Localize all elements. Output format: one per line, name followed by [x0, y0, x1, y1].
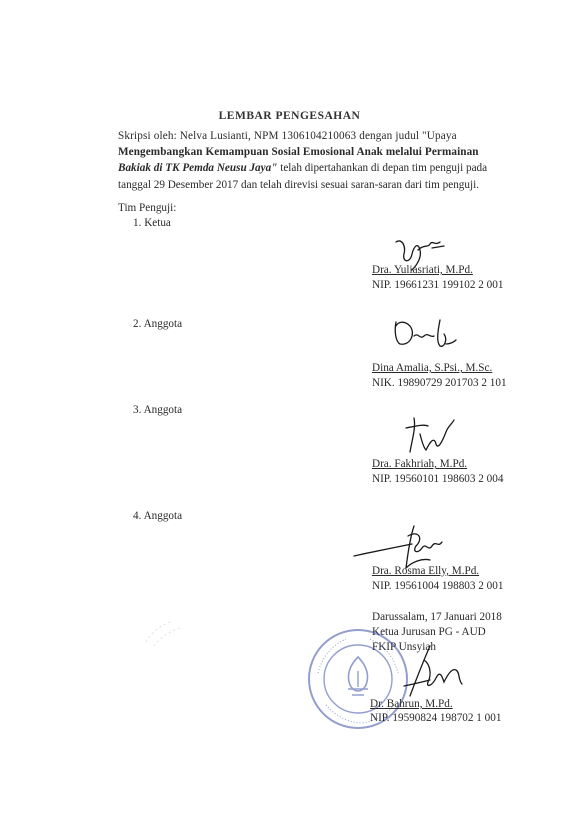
intro-line-3-rest: telah dipertahankan di depan tim penguji pada — [277, 162, 488, 175]
member-3-role: 3. Anggota — [133, 404, 183, 416]
member-2-role: 2. Anggota — [133, 318, 183, 330]
signature-dean — [400, 640, 470, 700]
signature-member-3 — [402, 414, 462, 456]
committee-label: Tim Penguji: — [118, 202, 177, 214]
member-3-name: Dra. Fakhriah, M.Pd. — [372, 458, 468, 470]
member-1-nip: NIP. 19661231 199102 2 001 — [372, 279, 504, 291]
intro-line-1: Skripsi oleh: Nelva Lusianti, NPM 1306104210063 dengan judul "Upaya — [118, 130, 457, 142]
member-4-name: Dra. Rosma Elly, M.Pd. — [372, 565, 480, 577]
place-date: Darussalam, 17 Januari 2018 — [372, 611, 502, 623]
member-2-nip: NIK. 19890729 201703 2 101 — [372, 377, 507, 389]
faint-mark — [140, 612, 190, 652]
intro-line-4: tanggal 29 Desember 2017 dan telah direvisi sesuai saran-saran dari tim penguji. — [118, 178, 479, 191]
member-3-nip: NIP. 19560101 198603 2 004 — [372, 473, 504, 485]
intro-paragraph — [118, 128, 533, 193]
intro-line-2 — [118, 144, 533, 160]
dean-position: Ketua Jurusan PG - AUD — [372, 626, 486, 638]
member-4-nip: NIP. 19561004 198803 2 001 — [372, 580, 504, 592]
member-1-role: 1. Ketua — [133, 217, 171, 229]
dean-nip: NIP. 19590824 198702 1 001 — [370, 712, 502, 724]
page-title: LEMBAR PENGESAHAN — [218, 110, 361, 122]
intro-line-3 — [118, 160, 533, 176]
intro-line-2-text: Mengembangkan Kemampuan Sosial Emosional Anak melalui Permainan — [118, 146, 479, 159]
dean-name: Dr. Bahrun, M.Pd. — [370, 698, 453, 710]
member-4-role: 4. Anggota — [133, 510, 183, 522]
thesis-title-italic: Bakiak di TK Pemda Neusu Jaya" — [118, 162, 278, 175]
signature-member-2 — [390, 314, 460, 354]
faculty-name: FKIP Unsyiah — [372, 641, 436, 653]
member-2-name: Dina Amalia, S.Psi., M.Sc. — [372, 362, 493, 374]
member-1-name: Dra. Yuliasriati, M.Pd. — [372, 264, 473, 276]
